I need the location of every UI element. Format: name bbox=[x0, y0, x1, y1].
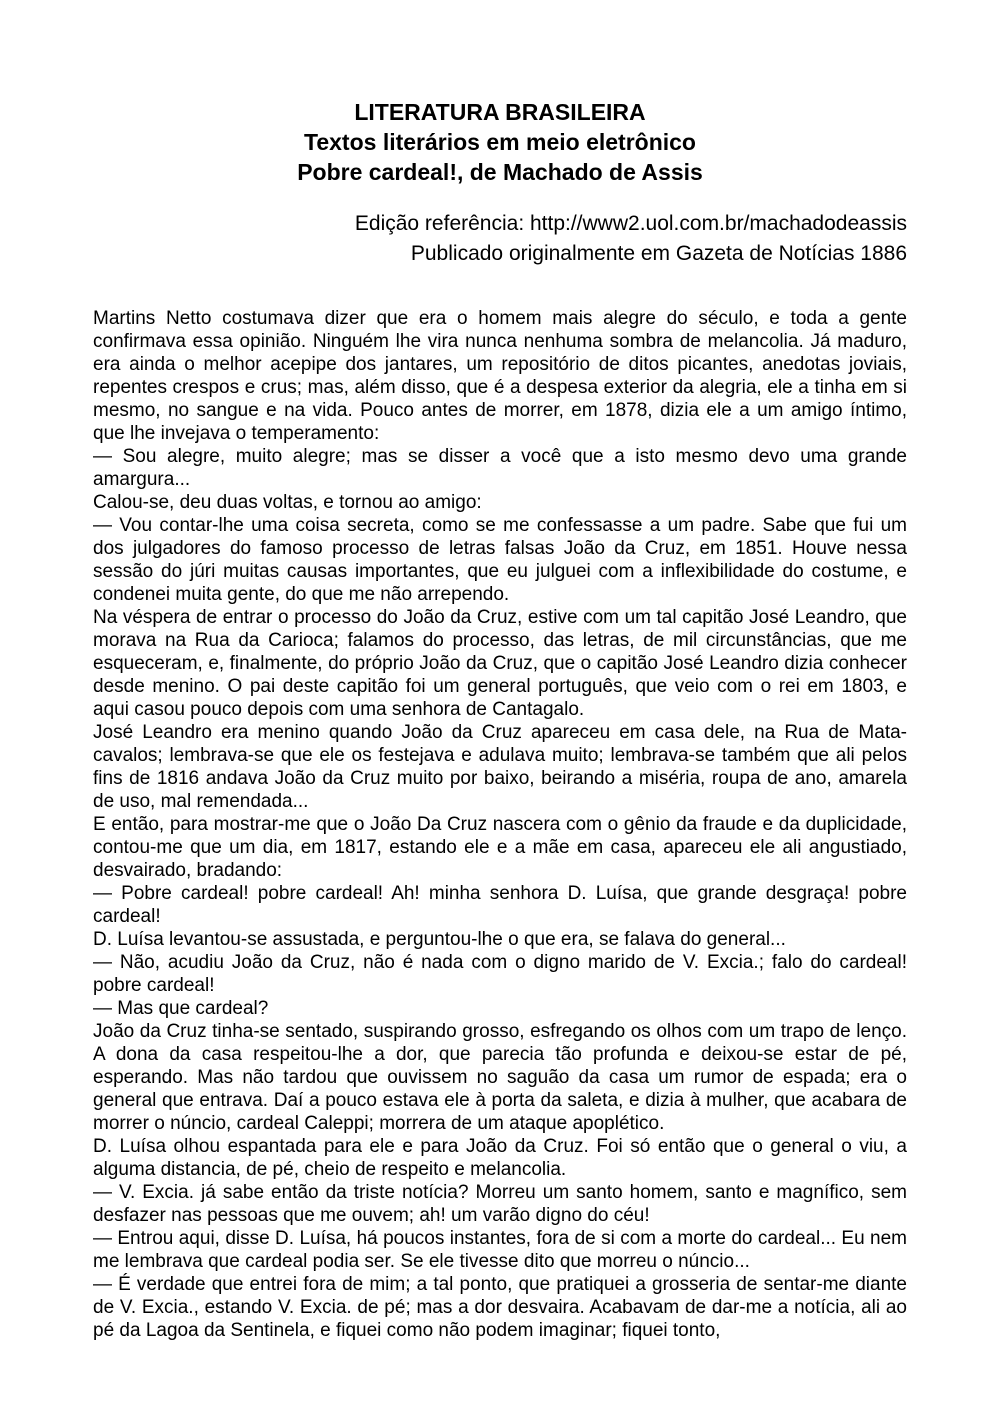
title-line: Textos literários em meio eletrônico bbox=[304, 129, 696, 155]
title-line: Pobre cardeal!, de Machado de Assis bbox=[297, 159, 703, 185]
paragraph: — Vou contar-lhe uma coisa secreta, como se me confessasse a um padre. Sabe que fui um dos julgadores do famoso processo de letras falsas João da Cruz, em 1851. Houve nessa sessão do júri muitas causas importantes, que eu julguei com a inflexibilidade do costume, e condenei muita gente, do que me não arrependo. bbox=[93, 515, 907, 605]
paragraph: E então, para mostrar-me que o João Da Cruz nascera com o gênio da fraude e da duplicidade, contou-me que um dia, em 1817, estando ele e a mãe em casa, apareceu ele ali angustiado, desvairado, bradando: bbox=[93, 814, 907, 881]
paragraph: — Pobre cardeal! pobre cardeal! Ah! minha senhora D. Luísa, que grande desgraça! pobre cardeal! bbox=[93, 883, 907, 927]
document-reference bbox=[93, 209, 907, 269]
paragraph: — Entrou aqui, disse D. Luísa, há poucos instantes, fora de si com a morte do cardeal... Eu nem me lembrava que cardeal podia ser. Se ele tivesse dito que morreu o núncio... bbox=[93, 1228, 907, 1272]
reference-line: Publicado originalmente em Gazeta de Notícias 1886 bbox=[410, 242, 907, 265]
paragraph: Martins Netto costumava dizer que era o homem mais alegre do século, e toda a gente confirmava essa opinião. Ninguém lhe vira nunca nenhuma sombra de melancolia. Já maduro, era ainda o melhor acepipe dos jantares, um repositório de ditos picantes, anedotas joviais, repentes crespos e crus; mas, além disso, que é a despesa exterior da alegria, ele a tinha em si mesmo, no sangue e na vida. Pouco antes de morrer, em 1878, dizia ele a um amigo íntimo, que lhe invejava o temperamento: bbox=[93, 308, 907, 444]
title-line: LITERATURA BRASILEIRA bbox=[354, 99, 646, 125]
paragraph: D. Luísa olhou espantada para ele e para João da Cruz. Foi só então que o general o viu, a alguma distancia, de pé, cheio de respeito e melancolia. bbox=[93, 1136, 907, 1180]
paragraph: José Leandro era menino quando João da Cruz apareceu em casa dele, na Rua de Mata-cavalos; lembrava-se que ele os festejava e adulava muito; lembrava-se também que ali pelos fins de 1816 andava João da Cruz muito por baixo, beirando a miséria, roupa de ano, amarela de uso, mal remendada... bbox=[93, 722, 907, 812]
paragraph: — Sou alegre, muito alegre; mas se disser a você que a isto mesmo devo uma grande amargura... bbox=[93, 446, 907, 490]
body-text bbox=[93, 307, 907, 1342]
paragraph: D. Luísa levantou-se assustada, e perguntou-lhe o que era, se falava do general... bbox=[93, 929, 786, 950]
paragraph: João da Cruz tinha-se sentado, suspirando grosso, esfregando os olhos com um trapo de lenço. A dona da casa respeitou-lhe a dor, que parecia tão profunda e deixou-se estar de pé, esperando. Mas não tardou que ouvissem no saguão da casa um rumor de espada; era o general que entrava. Daí a pouco estava ele à porta da saleta, e dizia à mulher, que acabara de morrer o núncio, cardeal Caleppi; morrera de um ataque apoplético. bbox=[93, 1021, 907, 1134]
paragraph: — Não, acudiu João da Cruz, não é nada com o digno marido de V. Excia.; falo do cardeal! pobre cardeal! bbox=[93, 952, 907, 996]
paragraph: — Mas que cardeal? bbox=[93, 998, 269, 1019]
paragraph: Na véspera de entrar o processo do João da Cruz, estive com um tal capitão José Leandro, que morava na Rua da Carioca; falamos do processo, das letras, de mil circunstâncias, que me esqueceram, e, finalmente, do próprio João da Cruz, que o capitão José Leandro dizia conhecer desde menino. O pai deste capitão foi um general português, que veio com o rei em 1803, e aqui casou pouco depois com uma senhora de Cantagalo. bbox=[93, 607, 907, 720]
paragraph: — É verdade que entrei fora de mim; a tal ponto, que pratiquei a grosseria de sentar-me diante de V. Excia., estando V. Excia. de pé; mas a dor desvaira. Acabavam de dar-me a notícia, ali ao pé da Lagoa da Sentinela, e fiquei como não podem imaginar; fiquei tonto, bbox=[93, 1274, 907, 1341]
reference-line: Edição referência: http://www2.uol.com.br/machadodeassis bbox=[354, 212, 907, 235]
paragraph: — V. Excia. já sabe então da triste notícia? Morreu um santo homem, santo e magnífico, sem desfazer nas pessoas que me ouvem; ah! um varão digno do céu! bbox=[93, 1182, 907, 1226]
document-title bbox=[93, 97, 907, 187]
paragraph: Calou-se, deu duas voltas, e tornou ao amigo: bbox=[93, 492, 482, 513]
